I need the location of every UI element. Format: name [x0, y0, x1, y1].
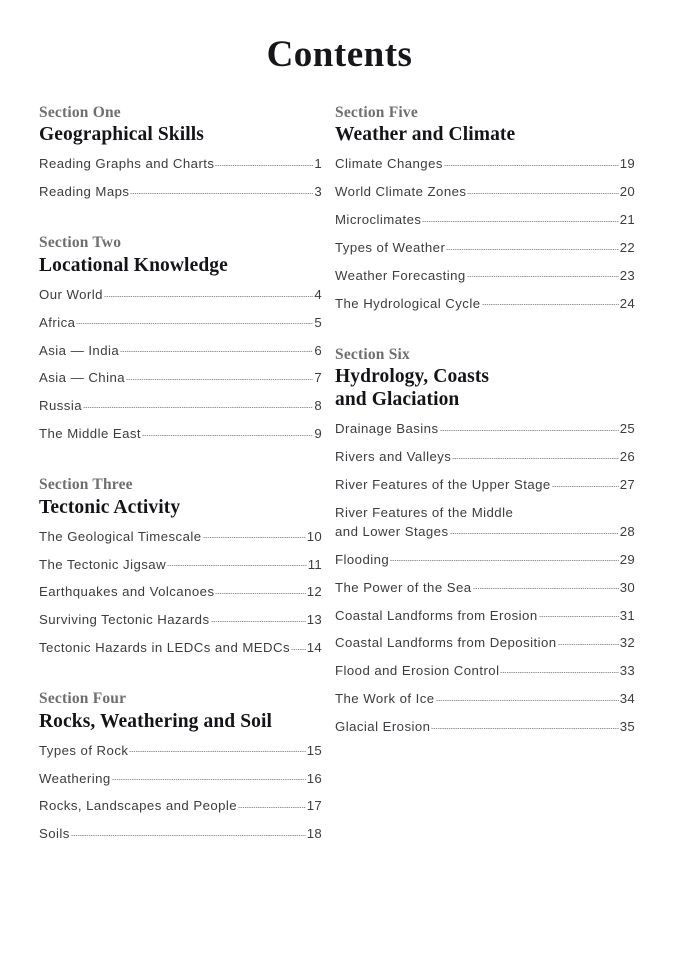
leader-dots [104, 286, 313, 299]
section-section-six [335, 346, 635, 735]
entry-page-number: 4 [314, 286, 322, 302]
leader-dots [422, 211, 618, 224]
leader-dots [76, 314, 313, 327]
contents-entry[interactable] [335, 476, 635, 493]
section-section-three [39, 476, 322, 656]
entry-title: Flooding [335, 551, 390, 567]
entry-title: River Features of the Upper Stage [335, 477, 551, 492]
contents-entry[interactable] [335, 155, 635, 172]
section-label: Section Four [39, 690, 127, 708]
contents-entry[interactable] [335, 579, 635, 596]
entry-title: World Climate Zones [335, 184, 467, 200]
leader-dots [126, 369, 313, 382]
contents-entry[interactable] [335, 239, 635, 256]
contents-entry[interactable] [335, 662, 635, 679]
contents-entry[interactable] [39, 555, 322, 572]
contents-entry[interactable] [335, 718, 635, 735]
section-title [39, 254, 322, 277]
leader-dots [558, 634, 619, 647]
section-title-line: and Glaciation [335, 389, 460, 411]
entry-page-number: 6 [314, 342, 322, 358]
entry-page-number: 13 [306, 612, 322, 628]
section-section-five [335, 104, 635, 312]
contents-entry[interactable] [39, 769, 322, 786]
entry-page-number: 10 [306, 528, 322, 544]
entry-title: Reading Graphs and Charts [39, 156, 215, 172]
leader-dots [112, 769, 306, 782]
section-entry-list [335, 155, 635, 312]
entry-title: Weathering [39, 770, 111, 786]
contents-entry[interactable] [335, 606, 635, 623]
entry-title: Our World [39, 286, 103, 302]
entry-page-number: 34 [619, 691, 635, 707]
section-label: Section One [39, 104, 121, 121]
entry-title: Microclimates [335, 212, 422, 228]
contents-entry[interactable] [335, 183, 635, 200]
entry-title: and Lower Stages [335, 524, 449, 539]
leader-dots [142, 425, 313, 438]
section-entry-list [39, 286, 322, 443]
contents-entry[interactable] [39, 286, 322, 303]
entry-title: Glacial Erosion [335, 718, 431, 734]
section-title [39, 123, 322, 146]
leader-dots [83, 397, 313, 410]
entry-title: Rivers and Valleys [335, 449, 452, 465]
entry-page-number: 35 [619, 718, 635, 734]
section-title [39, 710, 322, 733]
contents-entry[interactable] [39, 425, 322, 442]
entry-page-number: 32 [619, 635, 635, 651]
section-section-four [39, 690, 322, 842]
contents-entry[interactable] [39, 314, 322, 331]
entry-title: Rocks, Landscapes and People [39, 798, 238, 814]
section-title-line: Rocks, Weathering and Soil [39, 710, 273, 732]
leader-dots [500, 662, 618, 675]
entry-page-number: 21 [619, 212, 635, 228]
section-label: Section Three [39, 476, 133, 494]
contents-entry[interactable] [335, 551, 635, 568]
entry-title: River Features of the Middle [335, 504, 514, 520]
leader-dots [450, 523, 619, 536]
leader-dots [452, 448, 618, 461]
leader-dots [482, 295, 619, 308]
entry-title: Types of Weather [335, 240, 446, 255]
section-title-line: Tectonic Activity [39, 496, 181, 518]
entry-page-number: 29 [619, 551, 635, 567]
entry-title: Weather Forecasting [335, 267, 466, 283]
contents-entry[interactable] [39, 528, 322, 545]
leader-dots [446, 239, 618, 252]
section-label: Section Six [335, 345, 410, 363]
entry-page-number: 9 [314, 426, 322, 442]
entry-title: The Hydrological Cycle [335, 295, 481, 311]
contents-entry[interactable] [39, 341, 322, 358]
contents-entry[interactable] [39, 183, 322, 200]
contents-entry[interactable] [39, 742, 322, 759]
section-label: Section Two [39, 234, 122, 252]
leader-dots [440, 420, 619, 433]
leader-dots [71, 825, 306, 838]
leader-dots [467, 267, 619, 280]
section-title [335, 123, 635, 146]
entry-title: Soils [39, 826, 70, 842]
entry-title: Russia [39, 398, 83, 414]
entry-title: The Geological Timescale [39, 528, 202, 544]
leader-dots [473, 579, 619, 592]
entry-page-number: 18 [306, 826, 322, 842]
contents-entry[interactable] [39, 369, 322, 386]
entry-page-number: 26 [619, 449, 635, 465]
contents-entry[interactable] [39, 397, 322, 414]
entry-title: Coastal Landforms from Erosion [335, 607, 538, 623]
leader-dots [129, 742, 305, 755]
leader-dots [167, 555, 307, 568]
contents-entry[interactable] [39, 797, 322, 814]
section-label: Section Five [335, 104, 418, 121]
entry-title: Surviving Tectonic Hazards [39, 612, 210, 628]
entry-title: Reading Maps [39, 184, 130, 200]
entry-title: Tectonic Hazards in LEDCs and MEDCs [39, 640, 291, 656]
section-entry-list [39, 742, 322, 843]
leader-dots [444, 155, 619, 168]
entry-title: Coastal Landforms from Deposition [335, 635, 557, 651]
section-title-line: Locational Knowledge [39, 254, 228, 276]
leader-dots [467, 183, 618, 196]
entry-page-number: 17 [306, 798, 322, 814]
entry-title: Asia — China [39, 370, 126, 386]
section-entry-list [335, 420, 635, 735]
section-entry-list [39, 155, 322, 200]
entry-page-number: 15 [306, 742, 322, 758]
entry-title: Types of Rock [39, 742, 129, 758]
entry-page-number: 28 [619, 524, 635, 539]
contents-entry[interactable] [335, 211, 635, 228]
section-title-line: Hydrology, Coasts [335, 366, 490, 388]
section-entry-list [39, 528, 322, 657]
entry-page-number: 20 [619, 184, 635, 200]
contents-entry[interactable] [39, 825, 322, 842]
contents-column-left [0, 104, 322, 842]
leader-dots [436, 690, 619, 703]
entry-title: Africa [39, 314, 76, 330]
leader-dots [215, 155, 313, 168]
leader-dots [552, 476, 619, 489]
entry-title: The Work of Ice [335, 691, 435, 707]
contents-entry[interactable] [39, 583, 322, 600]
entry-page-number: 11 [307, 556, 322, 572]
leader-dots [390, 551, 619, 564]
contents-entry[interactable] [335, 420, 635, 437]
entry-page-number: 1 [314, 156, 322, 172]
entry-title: Earthquakes and Volcanoes [39, 584, 215, 600]
entry-page-number: 7 [314, 370, 322, 386]
leader-dots [431, 718, 618, 731]
entry-title: Drainage Basins [335, 421, 439, 437]
entry-page-number: 12 [306, 584, 322, 600]
contents-entry[interactable] [335, 295, 635, 312]
entry-page-number: 27 [619, 477, 635, 492]
leader-dots [539, 606, 619, 619]
contents-entry[interactable] [335, 267, 635, 284]
entry-page-number: 22 [619, 240, 635, 255]
contents-entry[interactable] [39, 611, 322, 628]
contents-entry[interactable] [39, 155, 322, 172]
entry-title: The Middle East [39, 426, 142, 442]
contents-entry[interactable] [39, 639, 322, 656]
leader-dots [238, 797, 306, 810]
section-title [335, 365, 635, 411]
entry-title: Climate Changes [335, 156, 443, 172]
entry-page-number: 33 [619, 663, 635, 679]
contents-entry[interactable] [335, 690, 635, 707]
entry-title: Flood and Erosion Control [335, 663, 500, 679]
leader-dots [211, 611, 306, 624]
entry-page-number: 8 [314, 398, 322, 414]
section-title [39, 496, 322, 519]
section-title-line: Weather and Climate [335, 124, 516, 146]
leader-dots [215, 583, 305, 596]
entry-title: Asia — India [39, 342, 120, 358]
entry-title: The Power of the Sea [335, 579, 472, 595]
section-section-one [39, 104, 322, 200]
entry-page-number: 25 [619, 421, 635, 437]
page-title: Contents [266, 34, 413, 75]
entry-page-number: 14 [306, 640, 322, 656]
entry-page-number: 31 [619, 607, 635, 623]
entry-page-number: 19 [619, 156, 635, 172]
contents-entry[interactable] [335, 504, 635, 541]
contents-columns [0, 104, 679, 842]
entry-page-number: 3 [314, 184, 322, 200]
entry-page-number: 5 [314, 314, 322, 330]
section-title-line: Geographical Skills [39, 124, 204, 146]
entry-page-number: 23 [619, 267, 635, 283]
leader-dots [203, 528, 306, 541]
entry-page-number: 24 [619, 295, 635, 311]
contents-entry[interactable] [335, 448, 635, 465]
entry-page-number: 16 [306, 770, 322, 786]
leader-dots [291, 639, 306, 652]
leader-dots [120, 341, 313, 354]
contents-entry[interactable] [335, 634, 635, 651]
section-section-two [39, 234, 322, 442]
entry-title: The Tectonic Jigsaw [39, 556, 167, 572]
entry-page-number: 30 [619, 579, 635, 595]
contents-column-right [322, 104, 679, 735]
leader-dots [130, 183, 313, 196]
